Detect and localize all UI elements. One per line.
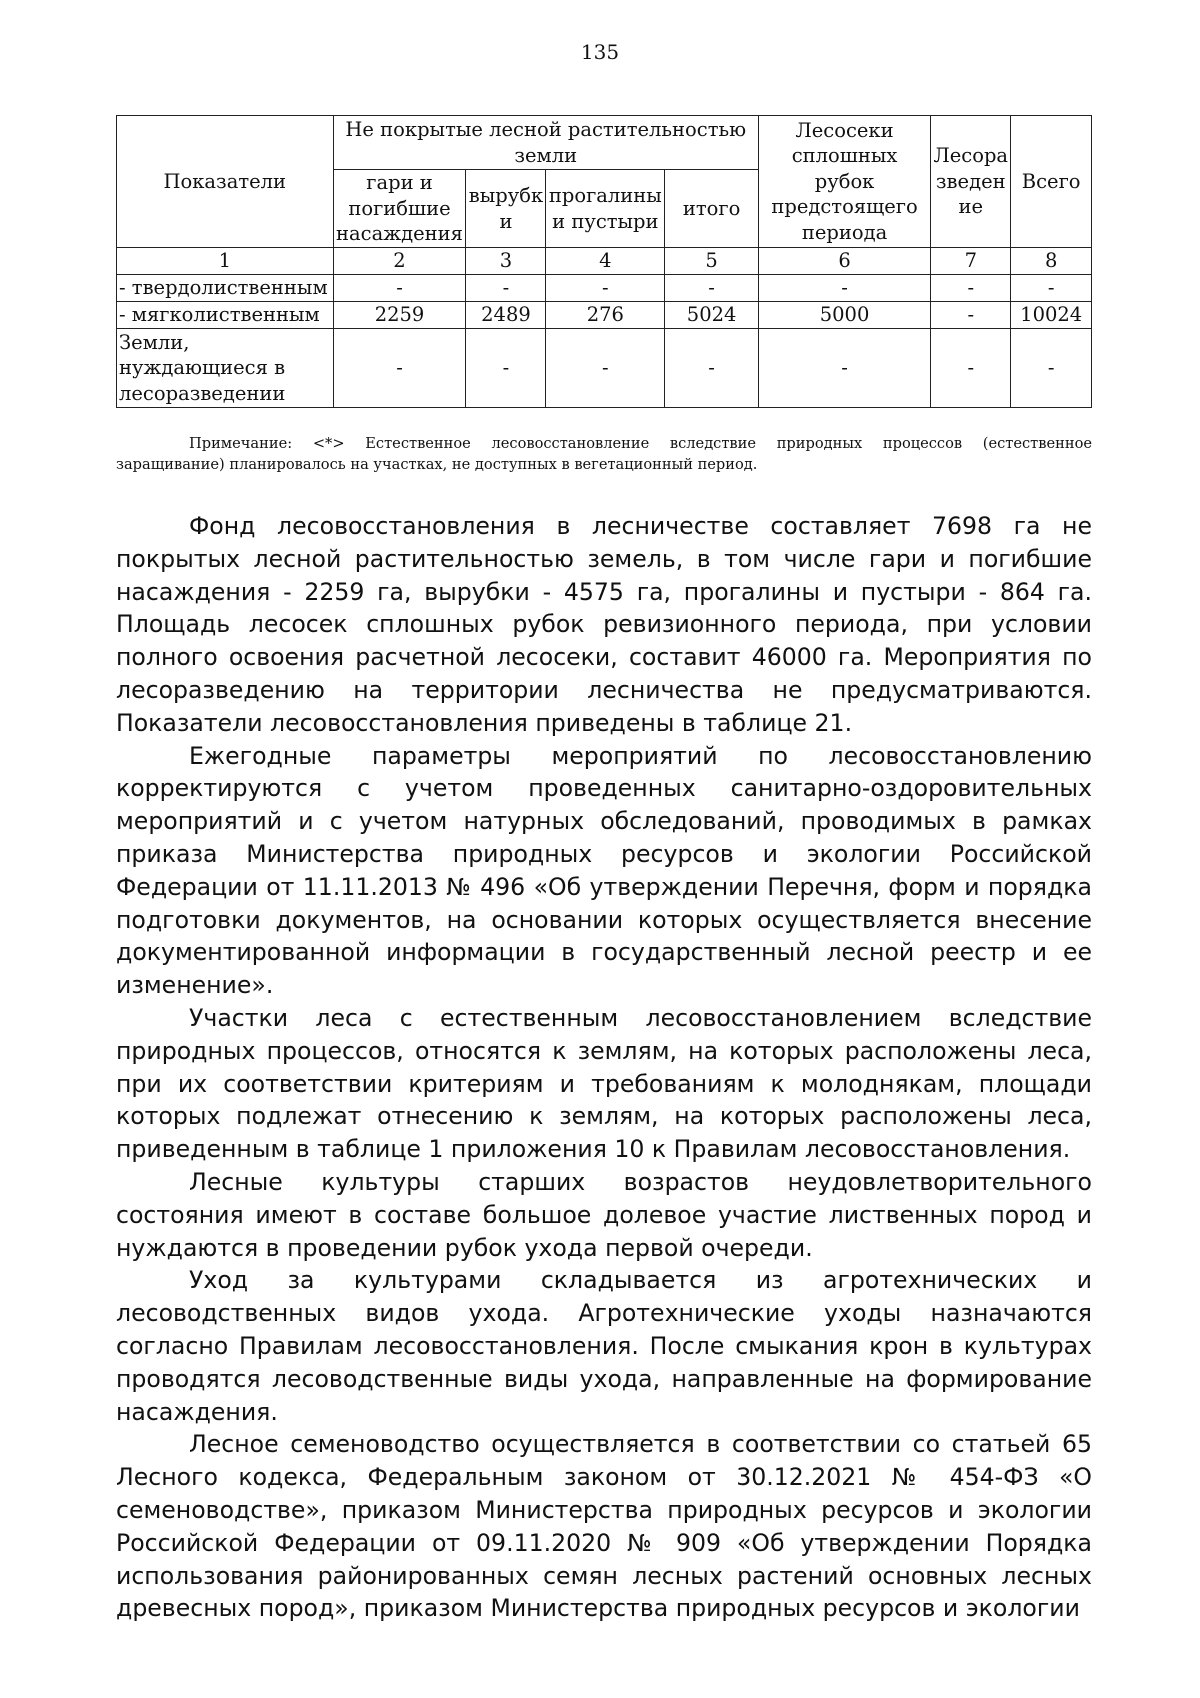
header-indicators: Показатели	[117, 116, 334, 248]
body-text	[116, 510, 1092, 1625]
paragraph: Ежегодные параметры мероприятий по лесовосстановлению корректируются с учетом проведенных санитарно-оздоровительных мероприятий и с учетом натурных обследований, проводимых в рамках приказа Министерства природных ресурсов и экологии Российской Федерации от 11.11.2013 № 496 «Об утверждении Перечня, форм и порядка подготовки документов, на основании которых осуществляется внесение документированной информации в государственный лесной реестр и ее изменение».	[116, 741, 1092, 1000]
row-label: - мягколиственным	[117, 302, 334, 329]
table-note: Примечание: <*> Естественное лесовосстановление вследствие природных процессов (естественное заращивание) планировалось на участках, не доступных в вегетационный период.	[116, 435, 1092, 474]
col-number: 8	[1011, 248, 1092, 275]
table-cell: 2259	[333, 302, 466, 329]
header-cuttings: вырубк и	[466, 170, 546, 248]
table-cell: -	[1011, 329, 1092, 408]
table-cell: -	[758, 329, 930, 408]
header-burnt: гари и погибшие насаждения	[333, 170, 466, 248]
paragraph: Фонд лесовосстановления в лесничестве составляет 7698 га не покрытых лесной растительностью земель, в том числе гари и погибшие насаждения - 2259 га, вырубки - 4575 га, прогалины и пустыри - 864 га. Площадь лесосек сплошных рубок ревизионного периода, при условии полного освоения расчетной лесосеки, составит 46000 га. Мероприятия по лесоразведению на территории лесничества не предусматриваются. Показатели лесовосстановления приведены в таблице 21.	[116, 512, 1092, 737]
table-cell: -	[931, 302, 1011, 329]
table-cell: 5024	[665, 302, 759, 329]
table-cell: -	[333, 275, 466, 302]
table-cell: -	[665, 329, 759, 408]
header-logging: Лесосеки сплошных рубок предстоящего периода	[758, 116, 930, 248]
table-cell: 276	[546, 302, 665, 329]
page-number: 135	[580, 40, 620, 64]
col-number: 3	[466, 248, 546, 275]
header-glades: прогалины и пустыри	[546, 170, 665, 248]
table-cell: -	[546, 329, 665, 408]
reforestation-table	[116, 115, 1092, 408]
row-label: - твердолиственным	[117, 275, 334, 302]
row-label: Земли, нуждающиеся в лесоразведении	[117, 329, 334, 408]
header-afforestation: Лесора зведен ие	[931, 116, 1011, 248]
header-not-covered: Не покрытые лесной растительностью земли	[333, 116, 758, 170]
header-total: итого	[665, 170, 759, 248]
col-number: 7	[931, 248, 1011, 275]
table-number-row	[117, 248, 1092, 275]
table-cell: -	[333, 329, 466, 408]
col-number: 5	[665, 248, 759, 275]
header-all: Всего	[1011, 116, 1092, 248]
table-row	[117, 329, 1092, 408]
table-cell: -	[546, 275, 665, 302]
col-number: 1	[117, 248, 334, 275]
col-number: 6	[758, 248, 930, 275]
paragraph: Лесные культуры старших возрастов неудовлетворительного состояния имеют в составе большое долевое участие лиственных пород и нуждаются в проведении рубок ухода первой очереди.	[116, 1167, 1092, 1262]
table-cell: -	[665, 275, 759, 302]
table-cell: -	[466, 329, 546, 408]
table-cell: -	[931, 275, 1011, 302]
col-number: 4	[546, 248, 665, 275]
table-cell: -	[931, 329, 1011, 408]
table-cell: -	[466, 275, 546, 302]
table-cell: 5000	[758, 302, 930, 329]
paragraph: Уход за культурами складывается из агротехнических и лесоводственных видов ухода. Агротехнические уходы назначаются согласно Правилам лесовосстановления. После смыкания крон в культурах проводятся лесоводственные виды ухода, направленные на формирование насаждения.	[116, 1266, 1092, 1426]
col-number: 2	[333, 248, 466, 275]
table-cell: 2489	[466, 302, 546, 329]
table-cell: -	[758, 275, 930, 302]
table-row	[117, 302, 1092, 329]
table-row	[117, 275, 1092, 302]
paragraph: Лесное семеноводство осуществляется в соответствии со статьей 65 Лесного кодекса, Федеральным законом от 30.12.2021 № 454-ФЗ «О семеноводстве», приказом Министерства природных ресурсов и экологии Российской Федерации от 09.11.2020 № 909 «Об утверждении Порядка использования районированных семян лесных растений основных лесных древесных пород», приказом Министерства природных ресурсов и экологии	[116, 1430, 1092, 1623]
table-cell: -	[1011, 275, 1092, 302]
table-header-row	[117, 116, 1092, 170]
table-cell: 10024	[1011, 302, 1092, 329]
paragraph: Участки леса с естественным лесовосстановлением вследствие природных процессов, относятся к землям, на которых расположены леса, при их соответствии критериям и требованиям к молоднякам, площади которых подлежат отнесению к землям, на которых расположены леса, приведенным в таблице 1 приложения 10 к Правилам лесовосстановления.	[116, 1003, 1092, 1164]
